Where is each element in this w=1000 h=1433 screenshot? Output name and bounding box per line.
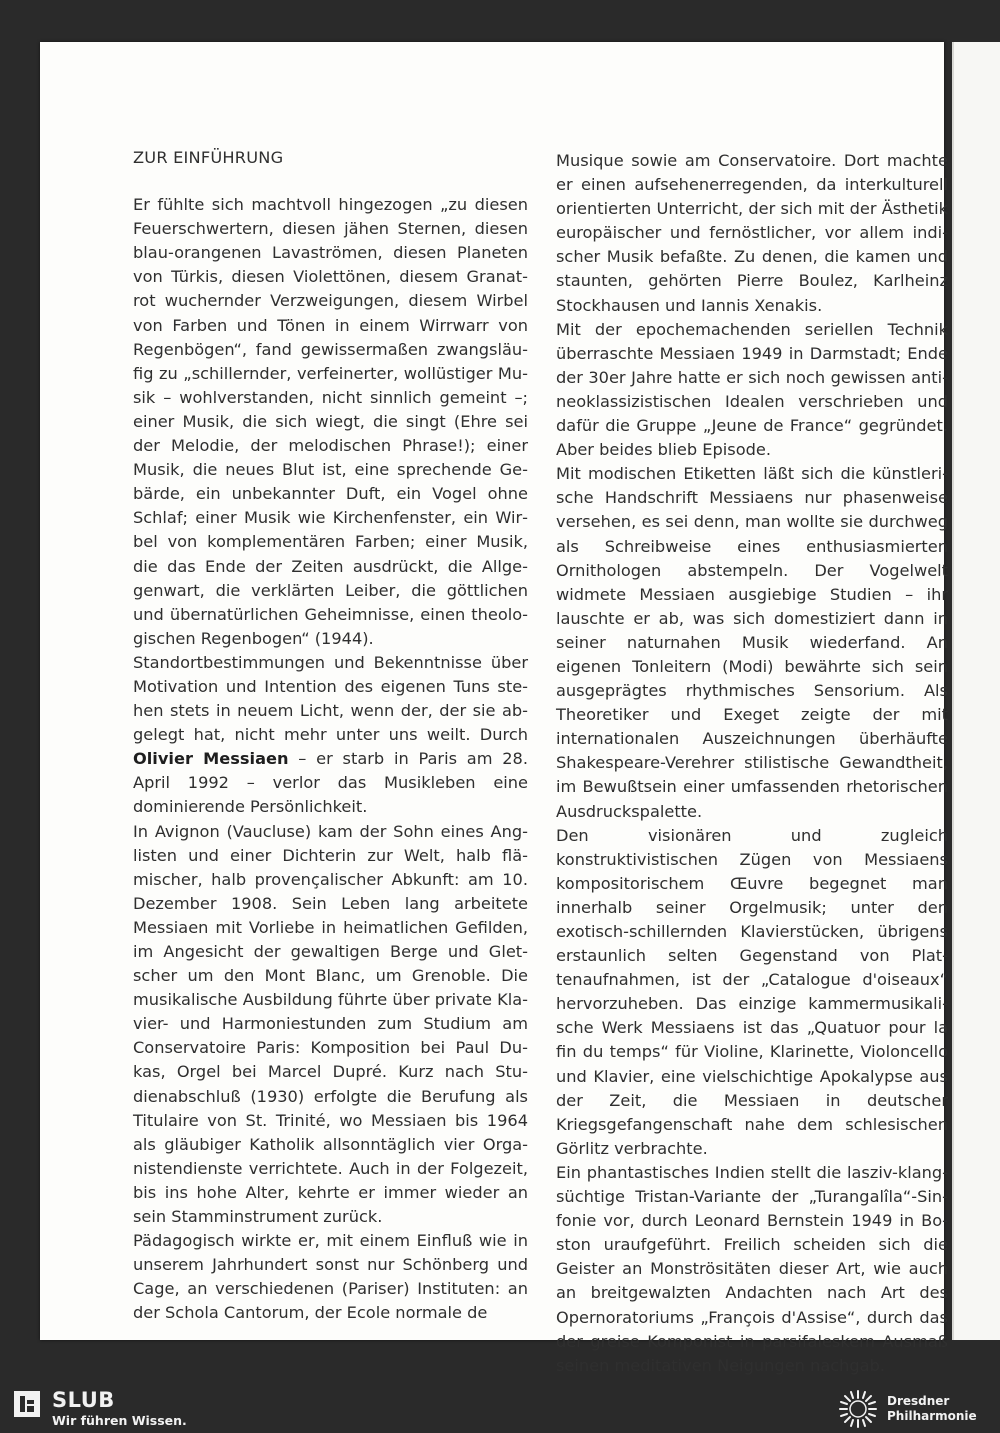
composer-name: Olivier Messiaen — [133, 749, 289, 769]
partner-name-line2: Philharmonie — [887, 1409, 977, 1423]
dresdner-philharmonie-sunburst-icon[interactable] — [838, 1389, 878, 1429]
document-page — [40, 42, 948, 1375]
paragraph: Ein phantastisches Indien stellt die lasziv-klangsüchtige Tristan-Variante der „Turangalîla“-Sinfonie vor, durch Leonard Bernstein 1949 in Boston uraufgeführt. Freilich scheiden sich die Geister an Monströsitäten dieser Art, wie auch an breitgewalzten Andachten nach Art des Opernoratoriums „François d'Assise“, durch das der greise Komponist in parsifaleskem Ausmaß seinen meditativen Neigungen nachgab. — [556, 1162, 948, 1375]
slub-logo-icon[interactable] — [14, 1391, 40, 1417]
adjacent-page-edge — [952, 42, 1000, 1340]
partner-name-line1: Dresdner — [887, 1394, 950, 1408]
library-tagline: Wir führen Wissen. — [52, 1413, 187, 1428]
paragraph: Mit modischen Etiketten läßt sich die künstlerische Handschrift Messiaens nur phasenweise versehen, es sei denn, man wollte sie durchweg als Schreibweise eines enthusiasmierten Ornithologen abstempeln. Der Vogelwelt widmete Messiaen ausgiebige Studien – ihr lauschte er ab, was sich domestiziert dann in seiner naturnahen Musik wiederfand. An eigenen Tonleitern (Modi) bewährte sich sein ausgeprägtes rhythmisches Sensorium. Als Theoretiker und Exeget zeigte der mit internationalen Auszeichnungen überhäufte Shakespeare-Verehrer stilistische Gewandtheit, im Bewußtsein einer umfassenden rhetorischen Ausdruckspalette. — [556, 464, 948, 821]
paragraph: In Avignon (Vaucluse) kam der Sohn eines Anglisten und einer Dichterin zur Welt, halb flämischer, halb provençalischer Abkunft: am 10. Dezember 1908. Sein Leben lang arbeitete Messiaen mit Vorliebe in heimatlichen Gefilden, im Angesicht der gewaltigen Berge und Gletscher um den Mont Blanc, um Grenoble. Die musikalische Ausbildung führte über private Klavier- und Harmoniestunden zum Studium am Conservatoire Paris: Komposition bei Paul Dukas, Orgel bei Marcel Dupré. Kurz nach Studienabschluß (1930) erfolgte die Berufung als Titulaire von St. Trinité, wo Messiaen bis 1964 als gläubiger Katholik allsonntäglich vier Organistendienste verrichtete. Auch in der Folgezeit, bis ins hohe Alter, kehrte er immer wieder an sein Stamminstrument zurück. — [133, 821, 528, 1227]
paragraph: Pädagogisch wirkte er, mit einem Einfluß wie in unserem Jahrhundert sonst nur Schönberg und Cage, an verschiedenen (Pariser) Instituten: an der Schola Cantorum, der Ecole normale de — [133, 1231, 528, 1323]
library-name[interactable]: SLUB — [52, 1388, 115, 1412]
text-column-left — [133, 146, 528, 1326]
paragraph-text: – er starb in Paris am 28. April 1992 – verlor das Musikleben eine dominierende Persönlichkeit. — [133, 749, 528, 817]
paragraph: Er fühlte sich machtvoll hingezogen „zu diesen Feuerschwertern, diesen jähen Sternen, diesen blau-orangenen Lavaströmen, diesen Planeten von Türkis, diesen Violettönen, diesem Granatrot wuchernder Verzweigungen, diesem Wirbel von Farben und Tönen in einem Wirrwarr von Regenbögen“, fand gewissermaßen zwangsläufig zu „schillernder, verfeinerter, wollüstiger Musik – wohlverstanden, nicht sinnlich gemeint –; einer Musik, die sich wiegt, die singt (Ehre sei der Melodie, der melodischen Phrase!); einer Musik, die neues Blut ist, eine sprechende Gebärde, ein unbekannter Duft, ein Vogel ohne Schlaf; einer Musik wie Kirchenfenster, ein Wirbel von komplementären Farben; einer Musik, die das Ende der Zeiten ausdrückt, die Allgegenwart, die verklärten Leiber, die göttlichen und übernatürlichen Geheimnisse, einen theologischen Regenbogen“ (1944). — [133, 195, 528, 648]
text-column-right — [556, 149, 948, 1378]
viewer-footer — [0, 1384, 1000, 1433]
paragraph: Mit der epochemachenden seriellen Technik überraschte Messiaen 1949 in Darmstadt; Ende der 30er Jahre hatte er sich noch gewissen antineoklassizistischen Idealen verschrieben und dafür die Gruppe „Jeune de France“ gegründet. Aber beides blieb Episode. — [556, 319, 948, 460]
paragraph: Den visionären und zugleich konstruktivistischen Zügen von Messiaens kompositorischem Œuvre begegnet man innerhalb seiner Orgelmusik; unter den exotisch-schillernden Klavierstücken, übrigens erstaunlich selten Gegenstand von Plattenaufnahmen, ist der „Catalogue d'oiseaux“ hervorzuheben. Das einzige kammermusikalische Werk Messiaens ist das „Quatuor pour la fin du temps“ für Violine, Klarinette, Violoncello und Klavier, eine vielschichtige Apokalypse aus der Zeit, die Messiaen in deutscher Kriegsgefangenschaft nahe dem schlesischen Görlitz verbrachte. — [556, 825, 948, 1158]
section-heading: ZUR EINFÜHRUNG — [133, 148, 284, 167]
paragraph: Musique sowie am Conservatoire. Dort machte er einen aufsehenerregenden, da interkulturell orientierten Unterricht, der sich mit der Ästhetik europäischer und fernöstlicher, vor allem indischer Musik befaßte. Zu denen, die kamen und staunten, gehörten Pierre Boulez, Karlheinz Stockhausen und Iannis Xenakis. — [556, 151, 948, 315]
paragraph — [133, 651, 528, 820]
paragraph-text: Standortbestimmungen und Bekenntnisse über Motivation und Intention des eigenen Tuns stehen stets in neuem Licht, wenn der, der sie abgelegt hat, nicht mehr unter uns weilt. Durch — [133, 652, 528, 745]
